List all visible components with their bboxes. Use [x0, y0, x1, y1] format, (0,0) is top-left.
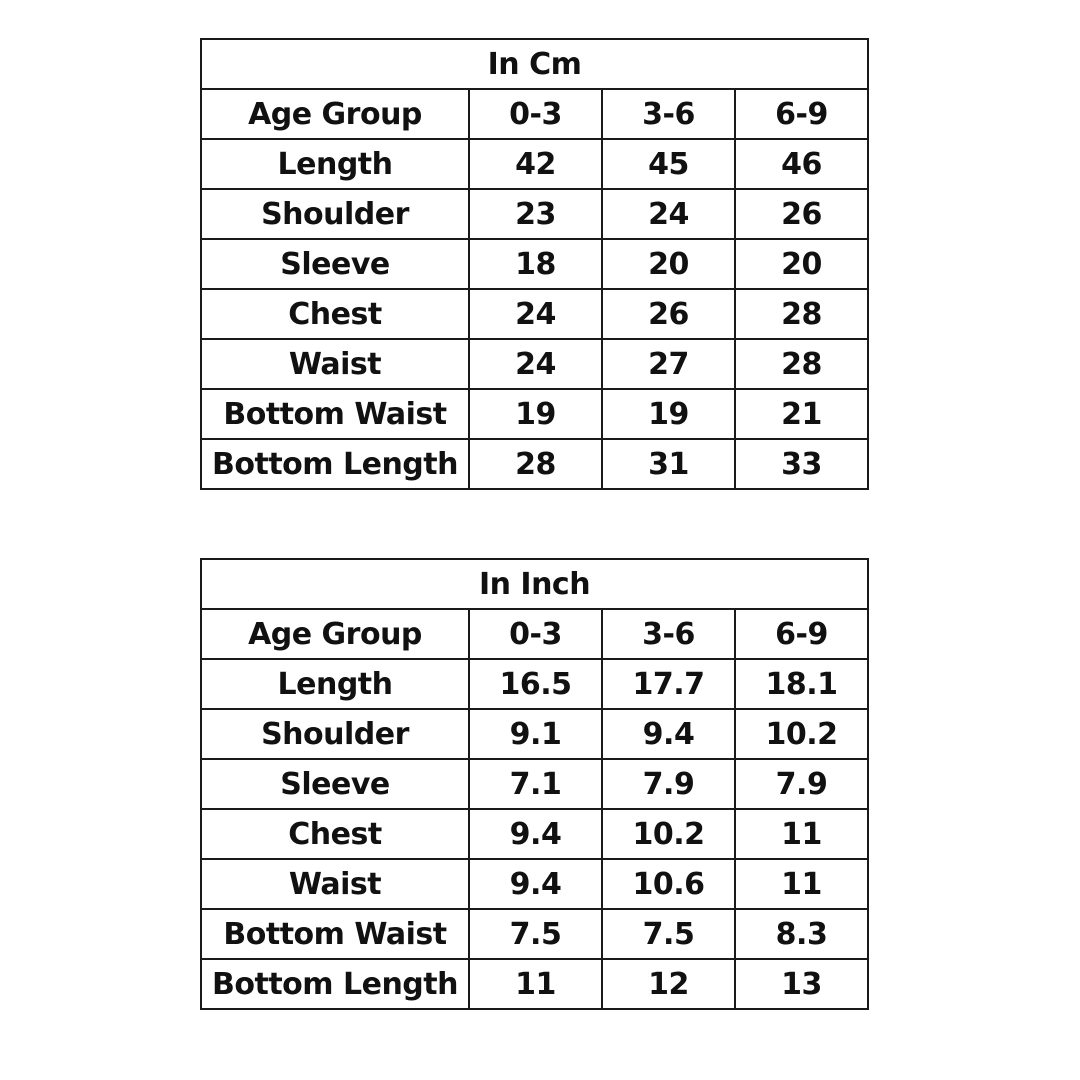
table-row	[201, 389, 868, 439]
table-cell: 11	[735, 809, 868, 859]
row-label: Bottom Length	[201, 439, 469, 489]
table-row	[201, 239, 868, 289]
table-title: In Inch	[201, 559, 868, 609]
table-cell: 18	[469, 239, 602, 289]
table-cell: 3-6	[602, 609, 735, 659]
table-row	[201, 959, 868, 1009]
table-cell: 7.1	[469, 759, 602, 809]
table-cell: 10.2	[735, 709, 868, 759]
row-label: Length	[201, 659, 469, 709]
table-row	[201, 339, 868, 389]
table-cell: 26	[602, 289, 735, 339]
table-cell: 6-9	[735, 609, 868, 659]
table-cell: 10.6	[602, 859, 735, 909]
table-row	[201, 439, 868, 489]
row-label: Shoulder	[201, 709, 469, 759]
table-cell: 9.1	[469, 709, 602, 759]
table-cell: 19	[469, 389, 602, 439]
table-row	[201, 809, 868, 859]
table-cell: 28	[735, 339, 868, 389]
row-label: Bottom Waist	[201, 389, 469, 439]
row-label: Chest	[201, 289, 469, 339]
table-row	[201, 89, 868, 139]
table-cell: 0-3	[469, 89, 602, 139]
table-cell: 23	[469, 189, 602, 239]
table-row	[201, 609, 868, 659]
row-label: Length	[201, 139, 469, 189]
table-title: In Cm	[201, 39, 868, 89]
table-cell: 18.1	[735, 659, 868, 709]
table-cell: 3-6	[602, 89, 735, 139]
size-table-inch	[200, 558, 869, 1010]
table-cell: 11	[735, 859, 868, 909]
table-cell: 13	[735, 959, 868, 1009]
table-cell: 20	[735, 239, 868, 289]
table-cell: 28	[735, 289, 868, 339]
table-title-row	[201, 39, 868, 89]
table-cell: 7.5	[469, 909, 602, 959]
table-cell: 9.4	[469, 859, 602, 909]
table-cell: 24	[469, 339, 602, 389]
table-cell: 46	[735, 139, 868, 189]
table-row	[201, 189, 868, 239]
table-cell: 20	[602, 239, 735, 289]
table-cell: 7.9	[602, 759, 735, 809]
row-label: Age Group	[201, 89, 469, 139]
table-cell: 45	[602, 139, 735, 189]
table-cell: 16.5	[469, 659, 602, 709]
table-cell: 42	[469, 139, 602, 189]
table-cell: 6-9	[735, 89, 868, 139]
table-cell: 21	[735, 389, 868, 439]
table-cell: 7.9	[735, 759, 868, 809]
table-cell: 12	[602, 959, 735, 1009]
table-row	[201, 139, 868, 189]
table-cell: 26	[735, 189, 868, 239]
table-cell: 9.4	[602, 709, 735, 759]
row-label: Sleeve	[201, 239, 469, 289]
table-cell: 28	[469, 439, 602, 489]
table-cell: 9.4	[469, 809, 602, 859]
table-cell: 8.3	[735, 909, 868, 959]
size-table-cm	[200, 38, 869, 490]
row-label: Sleeve	[201, 759, 469, 809]
table-cell: 7.5	[602, 909, 735, 959]
table-cell: 31	[602, 439, 735, 489]
row-label: Bottom Length	[201, 959, 469, 1009]
table-row	[201, 909, 868, 959]
row-label: Age Group	[201, 609, 469, 659]
table-cell: 10.2	[602, 809, 735, 859]
table-cell: 24	[469, 289, 602, 339]
table-cell: 33	[735, 439, 868, 489]
table-row	[201, 759, 868, 809]
table-cell: 27	[602, 339, 735, 389]
table-row	[201, 289, 868, 339]
row-label: Shoulder	[201, 189, 469, 239]
row-label: Waist	[201, 859, 469, 909]
table-cell: 24	[602, 189, 735, 239]
table-title-row	[201, 559, 868, 609]
table-cell: 11	[469, 959, 602, 1009]
row-label: Waist	[201, 339, 469, 389]
table-cell: 0-3	[469, 609, 602, 659]
row-label: Chest	[201, 809, 469, 859]
table-row	[201, 659, 868, 709]
table-row	[201, 859, 868, 909]
table-cell: 19	[602, 389, 735, 439]
row-label: Bottom Waist	[201, 909, 469, 959]
table-cell: 17.7	[602, 659, 735, 709]
table-row	[201, 709, 868, 759]
